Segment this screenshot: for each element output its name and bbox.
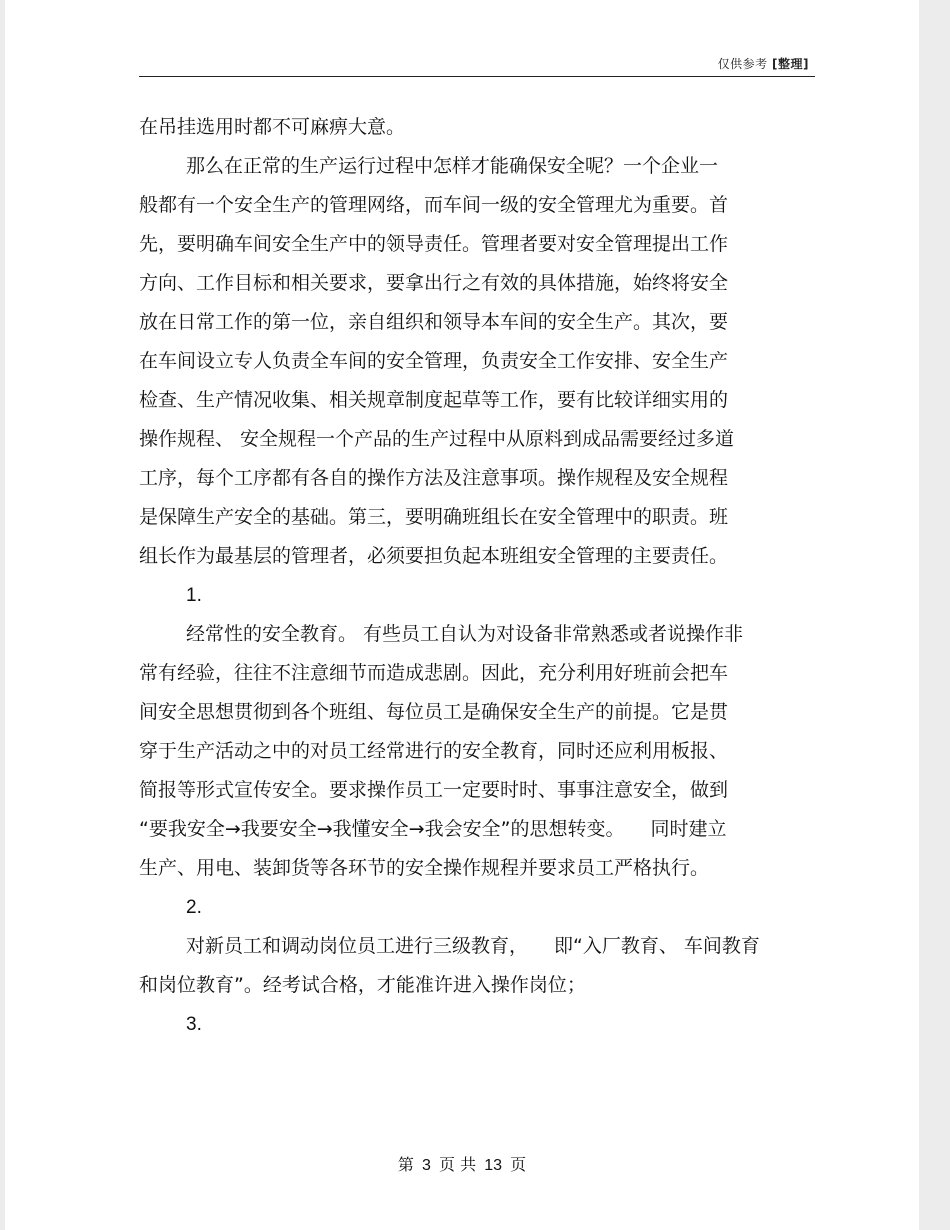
paragraph-first-line: 经常性的安全教育。 有些员工自认为对设备非常熟悉或者说操作非: [186, 623, 744, 645]
current-page-number: 3: [422, 1157, 431, 1174]
body-line: 方向、工作目标和相关要求，要拿出行之有效的具体措施，始终将安全: [139, 272, 729, 294]
body-line-segment: 同时建立: [650, 818, 727, 840]
body-line: 操作规程、 安全规程一个产品的生产过程中从原料到成品需要经过多道: [139, 428, 735, 450]
body-line: 常有经验，往往不注意细节而造成悲剧。因此，充分利用好班前会把车: [139, 662, 729, 684]
header-divider: [139, 76, 815, 77]
body-line: 般都有一个安全生产的管理网络，而车间一级的安全管理尤为重要。首: [139, 194, 729, 216]
body-text: [139, 108, 829, 1044]
body-line-segment: 对新员工和调动岗位员工进行三级教育，: [186, 935, 529, 957]
body-line-segment: “要我安全→我要安全→我懂安全→我会安全”的思想转变。: [139, 818, 625, 840]
body-line: 简报等形式宣传安全。要求操作员工一定要时时、事事注意安全，做到: [139, 779, 729, 801]
paragraph-first-line: [139, 927, 829, 966]
list-number: 1.: [186, 585, 202, 606]
footer-prefix: 第: [397, 1155, 414, 1174]
list-number: 3.: [186, 1014, 202, 1035]
header-tag: [整理]: [772, 57, 809, 71]
page-header-note: [718, 55, 809, 72]
total-page-count: 13: [484, 1157, 502, 1174]
body-line: 穿于生产活动之中的对员工经常进行的安全教育，同时还应利用板报、: [139, 740, 729, 762]
body-line: 检查、生产情况收集、相关规章制度起草等工作，要有比较详细实用的: [139, 389, 729, 411]
header-note-text: 仅供参考: [717, 57, 768, 71]
body-line: 生产、用电、装卸货等各环节的安全操作规程并要求员工严格执行。: [139, 857, 710, 879]
body-line: 组长作为最基层的管理者，必须要担负起本班组安全管理的主要责任。: [139, 545, 729, 567]
document-page: [5, 0, 919, 1230]
body-line: 工序，每个工序都有各自的操作方法及注意事项。操作规程及安全规程: [139, 467, 729, 489]
body-line: 在车间设立专人负责全车间的安全管理，负责安全工作安排、安全生产: [139, 350, 729, 372]
body-line: 和岗位教育”。经考试合格，才能准许进入操作岗位；: [139, 974, 586, 996]
footer-suffix: 页: [510, 1155, 527, 1174]
body-line: [139, 810, 829, 849]
page-footer: [5, 1152, 919, 1175]
body-line-segment: 即“入厂教育、 车间教育: [554, 935, 760, 957]
list-number: 2.: [186, 897, 202, 918]
paragraph-first-line: 那么在正常的生产运行过程中怎样才能确保安全呢？一个企业一: [186, 155, 719, 177]
footer-mid: 页 共: [439, 1155, 477, 1174]
body-line: 放在日常工作的第一位，亲自组织和领导本车间的安全生产。其次，要: [139, 311, 729, 333]
body-line: 先，要明确车间安全生产中的领导责任。管理者要对安全管理提出工作: [139, 233, 729, 255]
body-line: 是保障生产安全的基础。第三，要明确班组长在安全管理中的职责。班: [139, 506, 729, 528]
body-line: 在吊挂选用时都不可麻痹大意。: [139, 116, 406, 138]
body-line: 间安全思想贯彻到各个班组、每位员工是确保安全生产的前提。它是贯: [139, 701, 729, 723]
